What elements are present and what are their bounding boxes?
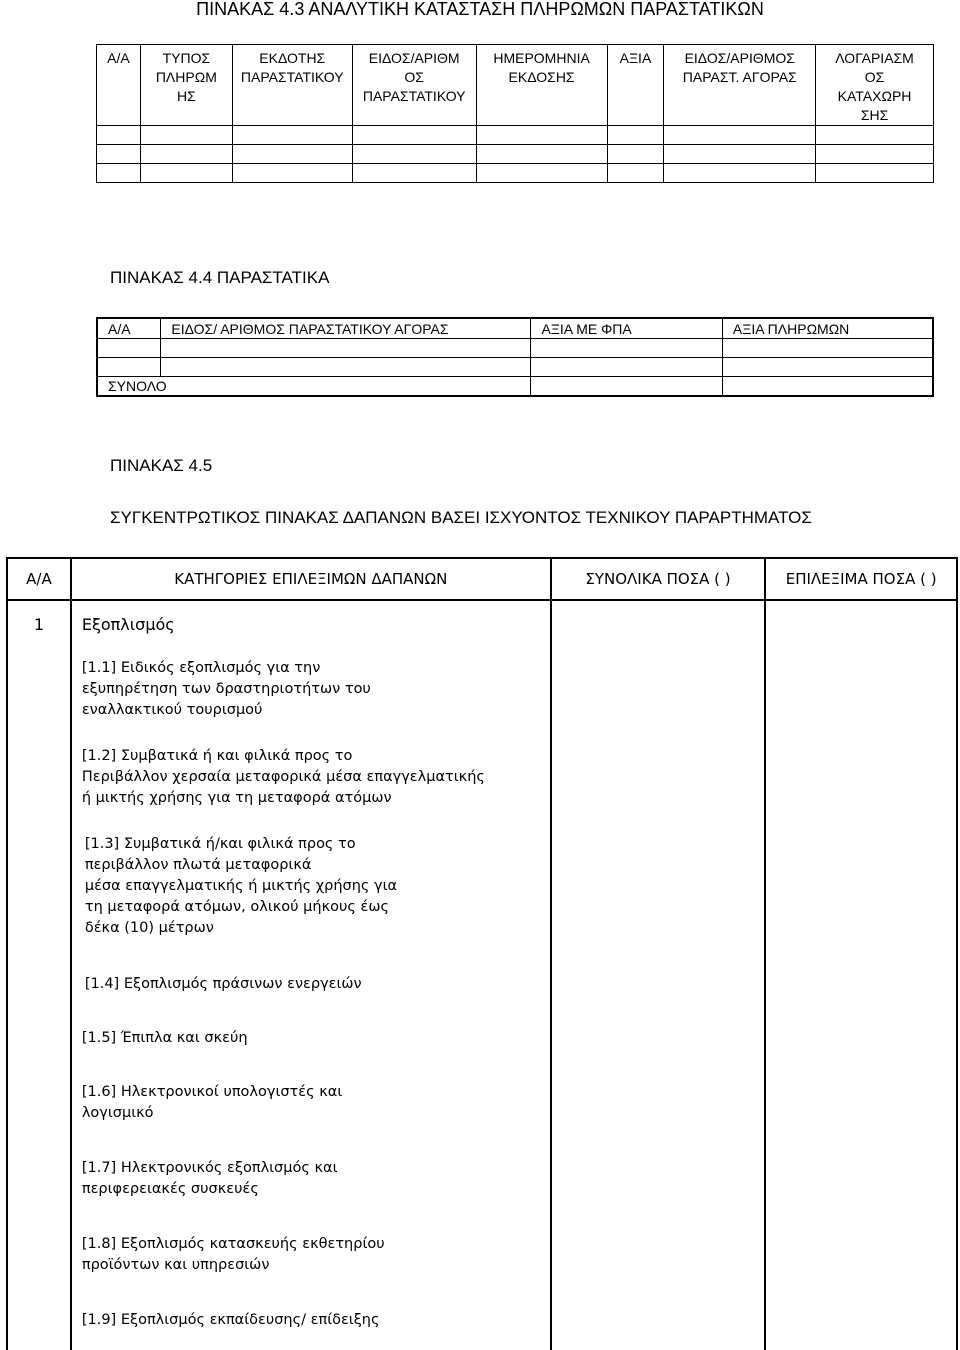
empty-cell[interactable] [531, 358, 722, 377]
table-row [97, 164, 934, 183]
empty-cell[interactable] [161, 339, 531, 358]
header-cell: Α/Α [97, 45, 141, 126]
header-cell: ΚΑΤΗΓΟΡΙΕΣ ΕΠΙΛΕΞΙΜΩΝ ΔΑΠΑΝΩΝ [71, 558, 551, 600]
header-cell: Α/Α [7, 558, 71, 600]
amount-cell[interactable] [551, 600, 766, 640]
total-value-cell[interactable] [722, 377, 933, 397]
empty-cell[interactable] [97, 145, 141, 164]
empty-cell[interactable] [97, 358, 161, 377]
header-cell: ΕΙΔΟΣ/ ΑΡΙΘΜΟΣ ΠΑΡΑΣΤΑΤΙΚΟΥ ΑΓΟΡΑΣ [161, 318, 531, 339]
empty-cell[interactable] [97, 164, 141, 183]
empty-cell[interactable] [476, 145, 607, 164]
empty-cell[interactable] [816, 164, 934, 183]
table-4-3-title: ΠΙΝΑΚΑΣ 4.3 ΑΝΑΛΥΤΙΚΗ ΚΑΤΑΣΤΑΣΗ ΠΛΗΡΩΜΩΝ ΠΑΡΑΣΤΑΤΙΚΩΝ [196, 0, 764, 19]
empty-cell[interactable] [232, 164, 352, 183]
table-4-5-title: ΠΙΝΑΚΑΣ 4.5 [110, 456, 213, 475]
empty-cell[interactable] [531, 339, 722, 358]
table-4-3 [96, 44, 934, 183]
list-item: [1.2] Συμβατικά ή και φιλικά προς το Περιβάλλον χερσαία μεταφορικά μέσα επαγγελματικής ή μικτής χρήσης για τη μεταφορά ατόμων [81, 748, 485, 806]
sub-items-row [7, 640, 957, 1350]
table-4-5 [6, 557, 958, 1350]
table-4-4-title: ΠΙΝΑΚΑΣ 4.4 ΠΑΡΑΣΤΑΤΙΚΑ [110, 268, 330, 287]
category-name: Εξοπλισμός [71, 600, 551, 640]
empty-cell[interactable] [607, 145, 664, 164]
category-row [7, 600, 957, 640]
empty-cell[interactable] [140, 164, 232, 183]
empty-cell[interactable] [140, 145, 232, 164]
empty-cell[interactable] [140, 126, 232, 145]
empty-cell[interactable] [232, 145, 352, 164]
category-number: 1 [7, 600, 71, 1350]
header-cell: ΤΥΠΟΣ ΠΛΗΡΩΜ ΗΣ [140, 45, 232, 126]
empty-cell[interactable] [664, 126, 816, 145]
header-cell: ΛΟΓΑΡΙΑΣΜ ΟΣ ΚΑΤΑΧΩΡΗ ΣΗΣ [816, 45, 934, 126]
list-item: [1.9] Εξοπλισμός εκπαίδευσης/ επίδειξης [81, 1312, 380, 1328]
header-cell: ΕΙΔΟΣ/ΑΡΙΘΜΟΣ ΠΑΡΑΣΤ. ΑΓΟΡΑΣ [664, 45, 816, 126]
header-cell: ΗΜΕΡΟΜΗΝΙΑ ΕΚΔΟΣΗΣ [476, 45, 607, 126]
sub-items-cell [71, 640, 551, 1350]
empty-cell[interactable] [476, 126, 607, 145]
amount-cell[interactable] [765, 600, 957, 640]
list-item: [1.4] Εξοπλισμός πράσινων ενεργειών [84, 976, 362, 992]
empty-cell[interactable] [232, 126, 352, 145]
empty-cell[interactable] [476, 164, 607, 183]
empty-cell[interactable] [816, 126, 934, 145]
table-4-4 [96, 317, 934, 397]
empty-cell[interactable] [607, 164, 664, 183]
table-4-4-header-row [97, 318, 933, 339]
empty-cell[interactable] [97, 339, 161, 358]
header-cell: Α/Α [97, 318, 161, 339]
list-item: [1.8] Εξοπλισμός κατασκευής εκθετηρίου προϊόντων και υπηρεσιών [81, 1236, 385, 1273]
list-item: [1.6] Ηλεκτρονικοί υπολογιστές και λογισμικό [81, 1084, 343, 1121]
list-item: [1.7] Ηλεκτρονικός εξοπλισμός και περιφερειακές συσκευές [81, 1160, 338, 1197]
list-item: [1.5] Έπιπλα και σκεύη [81, 1030, 248, 1046]
table-row [97, 339, 933, 358]
header-cell: ΑΞΙΑ [607, 45, 664, 126]
empty-cell[interactable] [664, 164, 816, 183]
empty-cell[interactable] [722, 358, 933, 377]
empty-cell[interactable] [664, 145, 816, 164]
total-value-cell[interactable] [531, 377, 722, 397]
table-row [97, 358, 933, 377]
header-cell: ΣΥΝΟΛΙΚΑ ΠΟΣΑ ( ) [551, 558, 766, 600]
table-4-5-subtitle: ΣΥΓΚΕΝΤΡΩΤΙΚΟΣ ΠΙΝΑΚΑΣ ΔΑΠΑΝΩΝ ΒΑΣΕΙ ΙΣΧΥΟΝΤΟΣ ΤΕΧΝΙΚΟΥ ΠΑΡΑΡΤΗΜΑΤΟΣ [110, 508, 812, 527]
header-cell: ΕΚΔΟΤΗΣ ΠΑΡΑΣΤΑΤΙΚΟΥ [232, 45, 352, 126]
header-cell: ΕΙΔΟΣ/ΑΡΙΘΜ ΟΣ ΠΑΡΑΣΤΑΤΙΚΟΥ [352, 45, 476, 126]
empty-cell[interactable] [816, 145, 934, 164]
empty-cell[interactable] [161, 358, 531, 377]
empty-cell[interactable] [97, 126, 141, 145]
table-row [97, 126, 934, 145]
header-cell: ΑΞΙΑ ΜΕ ΦΠΑ [531, 318, 722, 339]
empty-cell[interactable] [352, 145, 476, 164]
table-4-3-header-row [97, 45, 934, 126]
list-item: [1.1] Ειδικός εξοπλισμός για την εξυπηρέτηση των δραστηριοτήτων του εναλλακτικού τουρισμού [81, 660, 371, 718]
header-cell: ΑΞΙΑ ΠΛΗΡΩΜΩΝ [722, 318, 933, 339]
empty-cell[interactable] [352, 126, 476, 145]
total-label: ΣΥΝΟΛΟ [97, 377, 531, 397]
amount-cell[interactable] [765, 640, 957, 1350]
table-4-5-header-row [7, 558, 957, 600]
empty-cell[interactable] [352, 164, 476, 183]
list-item: [1.3] Συμβατικά ή/και φιλικά προς το περιβάλλον πλωτά μεταφορικά μέσα επαγγελματικής ή μικτής χρήσης για τη μεταφορά ατόμων, ολικού μήκους έως δέκα (10) μέτρων [84, 836, 398, 936]
empty-cell[interactable] [607, 126, 664, 145]
amount-cell[interactable] [551, 640, 766, 1350]
total-row [97, 377, 933, 397]
empty-cell[interactable] [722, 339, 933, 358]
header-cell: ΕΠΙΛΕΞΙΜΑ ΠΟΣΑ ( ) [765, 558, 957, 600]
table-row [97, 145, 934, 164]
